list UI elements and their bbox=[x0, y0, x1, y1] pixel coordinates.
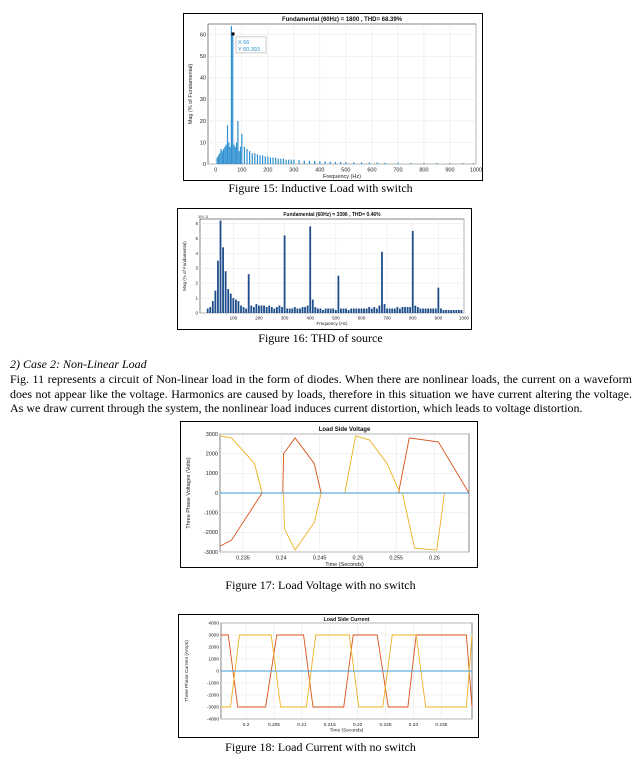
bar bbox=[455, 310, 457, 313]
bar bbox=[217, 261, 219, 313]
bar bbox=[340, 309, 342, 313]
bar bbox=[345, 309, 347, 313]
x-tick-label: 700 bbox=[383, 315, 391, 321]
x-tick-label: 600 bbox=[367, 167, 377, 174]
x-tick-label: 0.235 bbox=[435, 722, 448, 728]
bar bbox=[248, 274, 250, 313]
bar bbox=[225, 271, 227, 313]
x-axis-label: Frequency (Hz) bbox=[323, 174, 361, 180]
chart-title: Load Side Voltage bbox=[318, 427, 371, 433]
bar bbox=[432, 309, 434, 313]
datatip-y: Y 60.393 bbox=[237, 46, 260, 53]
y-tick-label: 2000 bbox=[205, 451, 218, 458]
bar bbox=[462, 163, 463, 164]
bar bbox=[278, 159, 279, 164]
bar bbox=[299, 309, 301, 313]
bar bbox=[209, 307, 211, 313]
bar bbox=[235, 300, 237, 313]
bar bbox=[293, 160, 294, 164]
y-tick-label: -3000 bbox=[206, 705, 219, 711]
bar bbox=[450, 310, 452, 313]
bar bbox=[445, 310, 447, 313]
bar bbox=[240, 306, 242, 313]
bar bbox=[239, 151, 240, 164]
y-tick-label: 0 bbox=[202, 161, 206, 168]
bar bbox=[238, 301, 240, 313]
figure-15 bbox=[183, 13, 483, 181]
bar bbox=[232, 34, 233, 164]
bar bbox=[353, 309, 355, 313]
bar bbox=[402, 307, 404, 313]
bar bbox=[291, 309, 293, 313]
figure-17 bbox=[180, 421, 478, 568]
x-axis-label: Time (Seconds) bbox=[325, 562, 364, 567]
bar bbox=[280, 159, 281, 164]
bar bbox=[259, 155, 260, 164]
bar bbox=[414, 306, 416, 313]
bar bbox=[335, 162, 336, 164]
bar bbox=[253, 307, 255, 313]
chart-title: Load Side Current bbox=[323, 617, 370, 623]
figure-15-caption: Figure 15: Inductive Load with switch bbox=[228, 181, 413, 195]
bar bbox=[397, 163, 398, 164]
x-tick-label: 100 bbox=[237, 167, 247, 174]
x-tick-label: 200 bbox=[255, 315, 263, 321]
bar bbox=[330, 309, 332, 313]
bar bbox=[291, 160, 292, 164]
bar bbox=[250, 306, 252, 313]
x-tick-label: 900 bbox=[434, 315, 443, 321]
bar bbox=[271, 307, 273, 313]
bar bbox=[324, 161, 325, 164]
y-tick-label: 1000 bbox=[205, 471, 218, 478]
bar bbox=[226, 145, 227, 164]
bar bbox=[307, 306, 309, 313]
bar bbox=[283, 159, 284, 164]
bar bbox=[461, 310, 463, 313]
bar bbox=[252, 153, 253, 164]
bar bbox=[381, 252, 383, 313]
y-axis-label: Mag (% of Fundamental) bbox=[182, 241, 187, 291]
bar bbox=[366, 309, 368, 313]
bar bbox=[319, 161, 320, 164]
bar bbox=[296, 309, 298, 313]
x-axis-label: Time (Seconds) bbox=[329, 728, 364, 734]
x-tick-label: 900 bbox=[445, 167, 455, 174]
bar bbox=[422, 309, 424, 313]
y-tick-label: 10 bbox=[199, 140, 206, 147]
bar bbox=[396, 307, 398, 313]
bar bbox=[386, 309, 388, 313]
bar bbox=[369, 162, 370, 164]
bar bbox=[473, 163, 474, 164]
x-tick-label: 500 bbox=[341, 167, 351, 174]
bar bbox=[363, 309, 365, 313]
bar bbox=[449, 163, 450, 164]
bar bbox=[237, 121, 238, 164]
bar bbox=[453, 310, 455, 313]
y-tick-label: 50 bbox=[199, 54, 206, 61]
bar bbox=[335, 310, 337, 313]
bar bbox=[249, 151, 250, 164]
chart-title: Fundamental (60Hz) = 1800 , THD= 68.39% bbox=[281, 17, 403, 23]
bar bbox=[309, 226, 311, 313]
bar bbox=[430, 309, 432, 313]
bar bbox=[391, 309, 393, 313]
figure-16 bbox=[177, 208, 472, 330]
x-tick-label: 0.2 bbox=[242, 722, 250, 728]
bar bbox=[222, 247, 224, 313]
y-tick-label: 2 bbox=[195, 280, 198, 286]
bar bbox=[268, 306, 270, 313]
bar bbox=[231, 26, 232, 164]
x-tick-label: 0.215 bbox=[323, 722, 336, 728]
bar bbox=[266, 307, 268, 313]
bar bbox=[240, 147, 241, 164]
body-paragraph: Fig. 11 represents a circuit of Non-linear load in the form of diodes. When there are nonlinear loads, the current on a waveform does not appear like the voltage. Harmonics are caused by loads, therefore in this situation we have current altering the voltage. As we draw current through the system, the nonlinear load induces current distortion, which leads to voltage distortion. bbox=[10, 372, 632, 415]
bar bbox=[214, 291, 216, 313]
y-tick-label: 3000 bbox=[208, 633, 219, 639]
bar bbox=[425, 309, 427, 313]
bar bbox=[399, 309, 401, 313]
chart-title: Fundamental (60Hz) = 3396 , THD= 0.46% bbox=[283, 212, 381, 218]
bar bbox=[435, 309, 437, 313]
bar bbox=[443, 310, 445, 313]
x-tick-label: 200 bbox=[263, 167, 273, 174]
bar bbox=[440, 309, 442, 313]
y-tick-label: 30 bbox=[199, 97, 206, 104]
bar bbox=[345, 162, 346, 164]
bar bbox=[327, 309, 329, 313]
x-tick-label: 0.23 bbox=[408, 722, 419, 728]
x-tick-label: 0 bbox=[214, 167, 218, 174]
y-tick-label: 60 bbox=[199, 32, 206, 39]
figure-18-caption: Figure 18: Load Current with no switch bbox=[225, 740, 416, 754]
bar bbox=[317, 309, 319, 313]
bar bbox=[255, 304, 257, 313]
bar bbox=[258, 306, 260, 313]
y-tick-label: 40 bbox=[199, 75, 206, 82]
y-tick-label: 0 bbox=[216, 669, 219, 675]
bar bbox=[243, 307, 245, 313]
bar bbox=[410, 163, 411, 164]
bar bbox=[286, 309, 288, 313]
x-tick-label: 0.225 bbox=[379, 722, 392, 728]
bar bbox=[377, 162, 378, 164]
y-axis-label: Three Phase Voltages (Volts) bbox=[186, 457, 192, 529]
bar bbox=[448, 310, 450, 313]
bar bbox=[330, 162, 331, 164]
figure-16-caption: Figure 16: THD of source bbox=[258, 331, 383, 345]
bar bbox=[220, 149, 221, 164]
bar bbox=[241, 134, 242, 164]
bar bbox=[294, 307, 296, 313]
bar bbox=[222, 151, 223, 164]
bar bbox=[353, 162, 354, 164]
figure-15-chart bbox=[184, 14, 482, 180]
x-tick-label: 0.205 bbox=[267, 722, 280, 728]
x-tick-label: 800 bbox=[408, 315, 417, 321]
bar bbox=[404, 307, 406, 313]
y-exponent-label: 10^-3 bbox=[198, 214, 208, 219]
bar bbox=[384, 163, 385, 164]
bar bbox=[420, 309, 422, 313]
bar bbox=[207, 309, 209, 313]
figure-17-chart bbox=[181, 422, 477, 567]
bar bbox=[332, 309, 334, 313]
bar bbox=[263, 306, 265, 313]
bar bbox=[376, 309, 378, 313]
x-tick-label: 700 bbox=[393, 167, 403, 174]
x-tick-label: 500 bbox=[332, 315, 340, 321]
bar bbox=[279, 306, 281, 313]
y-tick-label: -3000 bbox=[203, 549, 218, 556]
bar bbox=[285, 160, 286, 164]
x-tick-label: 0.235 bbox=[236, 555, 250, 562]
bar bbox=[437, 288, 439, 313]
figure-16-chart bbox=[178, 209, 471, 329]
y-tick-label: 6 bbox=[195, 220, 198, 226]
bar bbox=[379, 306, 381, 313]
bar bbox=[217, 158, 218, 164]
bar bbox=[302, 307, 304, 313]
y-tick-label: 20 bbox=[199, 118, 206, 125]
y-tick-label: 0 bbox=[195, 310, 198, 316]
y-tick-label: 5 bbox=[195, 235, 198, 241]
bar bbox=[412, 231, 414, 313]
bar bbox=[355, 309, 357, 313]
bar bbox=[423, 163, 424, 164]
x-tick-label: 0.26 bbox=[429, 555, 440, 562]
x-tick-label: 0.255 bbox=[389, 555, 404, 562]
bar bbox=[409, 307, 411, 313]
x-tick-label: 1000 bbox=[469, 167, 482, 174]
bar bbox=[281, 307, 283, 313]
bar bbox=[270, 158, 271, 164]
bar bbox=[298, 160, 299, 164]
x-tick-label: 0.24 bbox=[275, 555, 287, 562]
bar bbox=[458, 310, 460, 313]
bar bbox=[350, 309, 352, 313]
bar bbox=[309, 161, 310, 164]
x-tick-label: 600 bbox=[357, 315, 366, 321]
x-axis-label: Frequency (Hz) bbox=[316, 321, 348, 326]
bar bbox=[233, 145, 234, 164]
bar bbox=[320, 309, 322, 313]
x-tick-label: 0.21 bbox=[297, 722, 307, 728]
bar bbox=[340, 162, 341, 164]
bar bbox=[227, 289, 229, 313]
bar bbox=[228, 142, 229, 164]
y-tick-label: 3000 bbox=[205, 431, 218, 438]
bar bbox=[245, 309, 247, 313]
bar bbox=[384, 304, 386, 313]
bar bbox=[358, 309, 360, 313]
bar bbox=[373, 307, 375, 313]
plot-area bbox=[200, 219, 464, 313]
bar bbox=[257, 154, 258, 164]
bar bbox=[314, 161, 315, 164]
bar bbox=[219, 153, 220, 164]
bar bbox=[230, 147, 231, 164]
bar bbox=[272, 158, 273, 164]
bar bbox=[338, 276, 340, 313]
bar bbox=[289, 309, 291, 313]
bar bbox=[236, 142, 237, 164]
bar bbox=[417, 307, 419, 313]
bar bbox=[232, 298, 234, 313]
bar bbox=[275, 158, 276, 164]
bar bbox=[314, 307, 316, 313]
bar bbox=[322, 310, 324, 313]
x-tick-label: 300 bbox=[280, 315, 289, 321]
figure-17-caption: Figure 17: Load Voltage with no switch bbox=[225, 578, 416, 592]
bar bbox=[254, 153, 255, 164]
x-tick-label: 400 bbox=[315, 167, 325, 174]
y-tick-label: 2000 bbox=[208, 645, 219, 651]
bar bbox=[389, 309, 391, 313]
bar bbox=[288, 160, 289, 164]
bar bbox=[284, 235, 286, 313]
bar bbox=[223, 149, 224, 164]
x-tick-label: 0.22 bbox=[352, 722, 363, 728]
bar bbox=[224, 147, 225, 164]
bar bbox=[312, 300, 314, 313]
bar bbox=[304, 307, 306, 313]
x-tick-label: 0.25 bbox=[352, 555, 364, 562]
bar bbox=[348, 310, 350, 313]
bar bbox=[361, 309, 363, 313]
bar bbox=[235, 147, 236, 164]
y-tick-label: 1000 bbox=[208, 657, 219, 663]
y-tick-label: -1000 bbox=[206, 681, 219, 687]
bar bbox=[343, 309, 345, 313]
x-tick-label: 100 bbox=[229, 315, 238, 321]
bar bbox=[407, 307, 409, 313]
bar bbox=[371, 309, 373, 313]
bar bbox=[220, 220, 222, 313]
bar bbox=[276, 307, 278, 313]
bar bbox=[246, 149, 247, 164]
y-tick-label: 4000 bbox=[208, 621, 219, 627]
bar bbox=[230, 294, 232, 313]
bar bbox=[227, 125, 228, 164]
x-tick-label: 800 bbox=[419, 167, 429, 174]
y-tick-label: 1 bbox=[195, 295, 198, 301]
datatip-x: X 66 bbox=[237, 39, 250, 46]
bar bbox=[267, 156, 268, 164]
y-tick-label: 4 bbox=[195, 250, 198, 256]
bar bbox=[394, 309, 396, 313]
bar bbox=[304, 161, 305, 164]
y-axis-label: Mag (% of Fundamental) bbox=[188, 63, 194, 125]
bar bbox=[212, 301, 214, 313]
y-tick-label: 3 bbox=[195, 265, 198, 271]
figure-18 bbox=[178, 614, 479, 738]
figure-18-chart bbox=[179, 615, 478, 737]
bar bbox=[261, 306, 263, 313]
bar bbox=[244, 147, 245, 164]
bar bbox=[325, 309, 327, 313]
datatip-marker bbox=[231, 32, 234, 35]
y-tick-label: 0 bbox=[214, 490, 218, 497]
y-axis-label: Three Phase Current (Amps) bbox=[185, 640, 190, 702]
x-tick-label: 0.245 bbox=[312, 555, 327, 562]
x-tick-label: 400 bbox=[306, 315, 314, 321]
bar bbox=[273, 309, 275, 313]
y-tick-label: -4000 bbox=[206, 717, 219, 723]
y-tick-label: -2000 bbox=[206, 693, 219, 699]
bar bbox=[218, 155, 219, 164]
bar bbox=[265, 156, 266, 164]
x-tick-label: 300 bbox=[289, 167, 299, 174]
bar bbox=[368, 307, 370, 313]
y-tick-label: -2000 bbox=[203, 530, 218, 537]
bar bbox=[361, 162, 362, 164]
bar bbox=[427, 309, 429, 313]
bar bbox=[436, 163, 437, 164]
x-tick-label: 1000 bbox=[458, 315, 470, 321]
bar bbox=[262, 155, 263, 164]
section-heading: 2) Case 2: Non-Linear Load bbox=[10, 357, 147, 371]
y-tick-label: -1000 bbox=[203, 510, 218, 517]
